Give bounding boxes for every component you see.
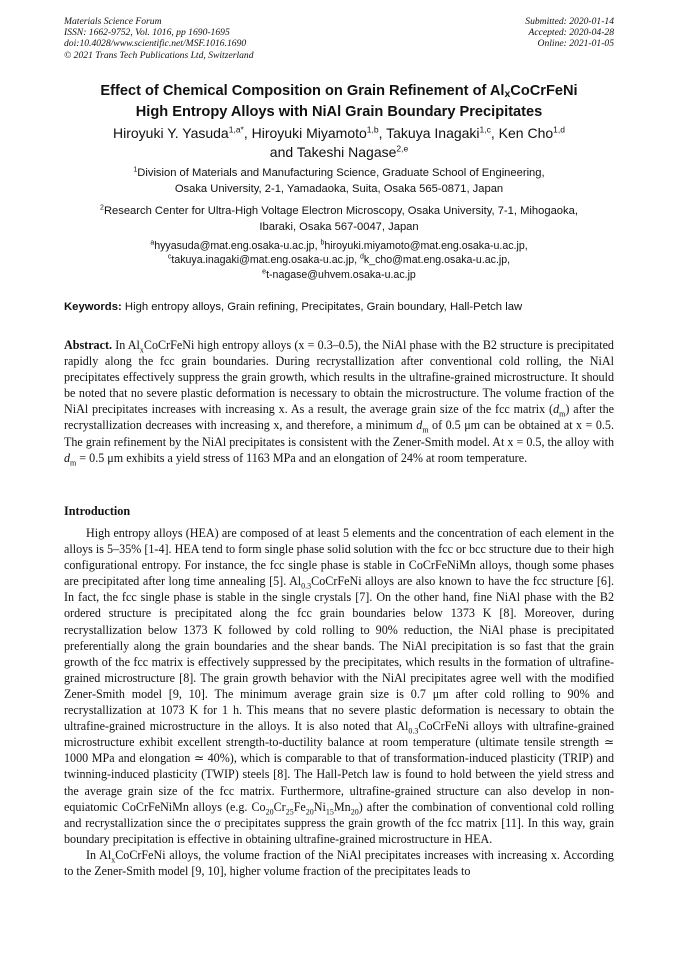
author-name: and Takeshi Nagase (269, 143, 397, 160)
keywords (64, 300, 624, 314)
journal-issn: ISSN: 1662-9752, Vol. 1016, pp 1690-1695 (64, 27, 230, 39)
introduction-heading: Introduction (64, 504, 131, 518)
affiliation-1: $^1$Division of Materials and Manufacturing Science, Graduate School of Engineering, Osaka University, 2-1, Yamadaoka, Suita, Osaka 565-0871, Japan (133, 166, 545, 195)
email-list: $^a$hyyasuda@mat.eng.osaka-u.ac.jp, $^b$hiroyuki.miyamoto@mat.eng.osaka-u.ac.jp, $^c$takuya.inagaki@mat.eng.osaka-u.ac.jp, $^d$k_cho@mat.eng.osaka-u.ac.jp, $^e$t-nagase@uhvem.osaka-u.ac.jp (150, 239, 528, 281)
email-d[interactable]: k_cho@mat.eng.osaka-u.ac.jp (363, 254, 508, 267)
affiliation-2: $^2$Research Center for Ultra-High Voltage Electron Microscopy, Osaka University, 7-1, Mihogaoka, Ibaraki, Osaka 567-0047, Japan (100, 204, 578, 233)
introduction-body (64, 525, 614, 879)
intro-paragraph-1: High entropy alloys (HEA) are composed of at least 5 elements and the concentration of each element in the alloys is 5–35% [1-4]. HEA tend to form single phase solid solution with the fcc or bcc structure due to their high configurational entropy. For instance, the fcc single phase is stable in CoCrFeNiMn alloys, though some phases are precipitated after long time annealing [5]. $Al_{0.3}CoCrFeNi$ alloys are also known to have the fcc structure [6]. In fact, the fcc single phase is stable in the single crystals [7]. On the other hand, fine NiAl phase with the B2 ordered structure is precipitated along the fcc grain boundaries below 1373 K [8]. Moreover, during recrystallization below 1373 K followed by cold rolling to 90% reduction, the NiAl phase is precipitated preferentially along the grain boundaries and the shear bands. The NiAl precipitation is so fast that the grain growth of the fcc matrix is effectively suppressed by the precipitates, which results in the formation of ultrafine-grained microstructure [8]. The grain growth behavior with the NiAl precipitates agree well with the modified Zener-Smith model [9, 10]. The minimum average grain size is 0.7 μm after cold rolling to 90% and recrystallization at 1073 K for 1 h. This means that no severe plastic deformation is necessary to obtain the ultrafine-grained microstructure in the alloys. It is also noted that $Al_{0.3}CoCrFeNi$ alloys with ultrafine-grained microstructure exhibit excellent strength-to-ductility balance at room temperature (ultimate tensile strength ≃ 1000 MPa and elongation ≃ 40%), which is comparable to that of transformation-induced plasticity (TRIP) and twinning-induced plasticity (TWIP) steels [8]. The Hall-Petch law is found to hold between the yield stress and the average grain size of the fcc matrix. Furthermore, ultrafine-grained structure can also develop in non-equiatomic CoCrFeNiMn alloys (e.g. $Co_{20}Cr_{25}Fe_{20}Ni_{15}Mn_{20}$) after the combination of conventional cold rolling and recrystallization since the σ precipitates suppress the grain growth of the fcc matrix [11]. In this way, grain boundary precipitation is effective in obtaining ultrafine-grained microstructure in HEA. (64, 526, 614, 846)
email-a[interactable]: hyyasuda@mat.eng.osaka-u.ac.jp (154, 240, 315, 252)
journal-header (64, 16, 254, 61)
abstract-label: Abstract. (64, 338, 113, 352)
title-line-2: High Entropy Alloys with NiAl Grain Boundary Precipitates (135, 103, 543, 120)
submitted-date: Submitted: 2020-01-14 (525, 16, 614, 27)
email-e[interactable]: t-nagase@uhvem.osaka-u.ac.jp (266, 268, 416, 281)
author-list (58, 124, 620, 161)
online-date: Online: 2021-01-05 (537, 38, 614, 50)
intro-paragraph-2: In $Al_xCoCrFeNi$ alloys, the volume fraction of the NiAl precipitates increases with increasing x. According to the Zener-Smith model [9, 10], higher volume fraction of the precipitates leads to (64, 847, 614, 878)
email-b[interactable]: hiroyuki.miyamoto@mat.eng.osaka-u.ac.jp (324, 240, 525, 252)
abstract: Abstract. In $Al_xCoCrFeNi$ high entropy alloys (x = 0.3–0.5), the NiAl phase with the B2 structure is precipitated rapidly along the fcc grain boundaries. During recrystallization after conventional cold rolling, the NiAl precipitates effectively suppress the grain growth, which results in the ultrafine-grained microstructure. It should be noted that no severe plastic deformation is necessary to obtain the microstructure. The volume fraction of the NiAl precipitates increases with increasing x. As a result, the average grain size of the fcc matrix $(d_m)$ after the recrystallization decreases with increasing x, and therefore, a minimum $d_m$ of 0.5 μm can be obtained at x = 0.5. The grain refinement by the NiAl precipitates is consistent with the Zener-Smith model. At x = 0.5, the alloy with $d_m = 0.5$ μm exhibits a yield stress of 1163 MPa and an elongation of 24% at room temperature. (64, 338, 615, 468)
author-name: Hiroyuki Miyamoto (251, 125, 367, 141)
journal-name: Materials Science Forum (64, 16, 162, 27)
authors-line-1: Hiroyuki Y. Yasuda$^{1,a*}$, Hiroyuki Miyamoto$^{1,b}$, Takuya Inagaki$^{1,c}$, Ken Cho$^{1,d}$ (113, 124, 565, 141)
author-name: Hiroyuki Y. Yasuda (113, 125, 229, 141)
author-name: Takuya Inagaki (386, 125, 480, 141)
accepted-date: Accepted: 2020-04-28 (528, 27, 614, 39)
keywords-text: High entropy alloys, Grain refining, Precipitates, Grain boundary, Hall-Petch law (121, 301, 523, 313)
dates-header (525, 16, 614, 50)
journal-copyright: © 2021 Trans Tech Publications Ltd, Switzerland (64, 49, 254, 61)
authors-line-2: and Takeshi Nagase$^{2,e}$ (269, 142, 409, 160)
email-c[interactable]: takuya.inagaki@mat.eng.osaka-u.ac.jp (171, 254, 355, 267)
title-line-1: Effect of Chemical Composition on Grain Refinement of AlxCoCrFeNi (100, 83, 578, 100)
paper-title (58, 83, 620, 121)
author-name: Ken Cho (498, 125, 554, 141)
keywords-label: Keywords: (64, 301, 122, 313)
journal-doi: doi:10.4028/www.scientific.net/MSF.1016.1690 (64, 38, 247, 50)
